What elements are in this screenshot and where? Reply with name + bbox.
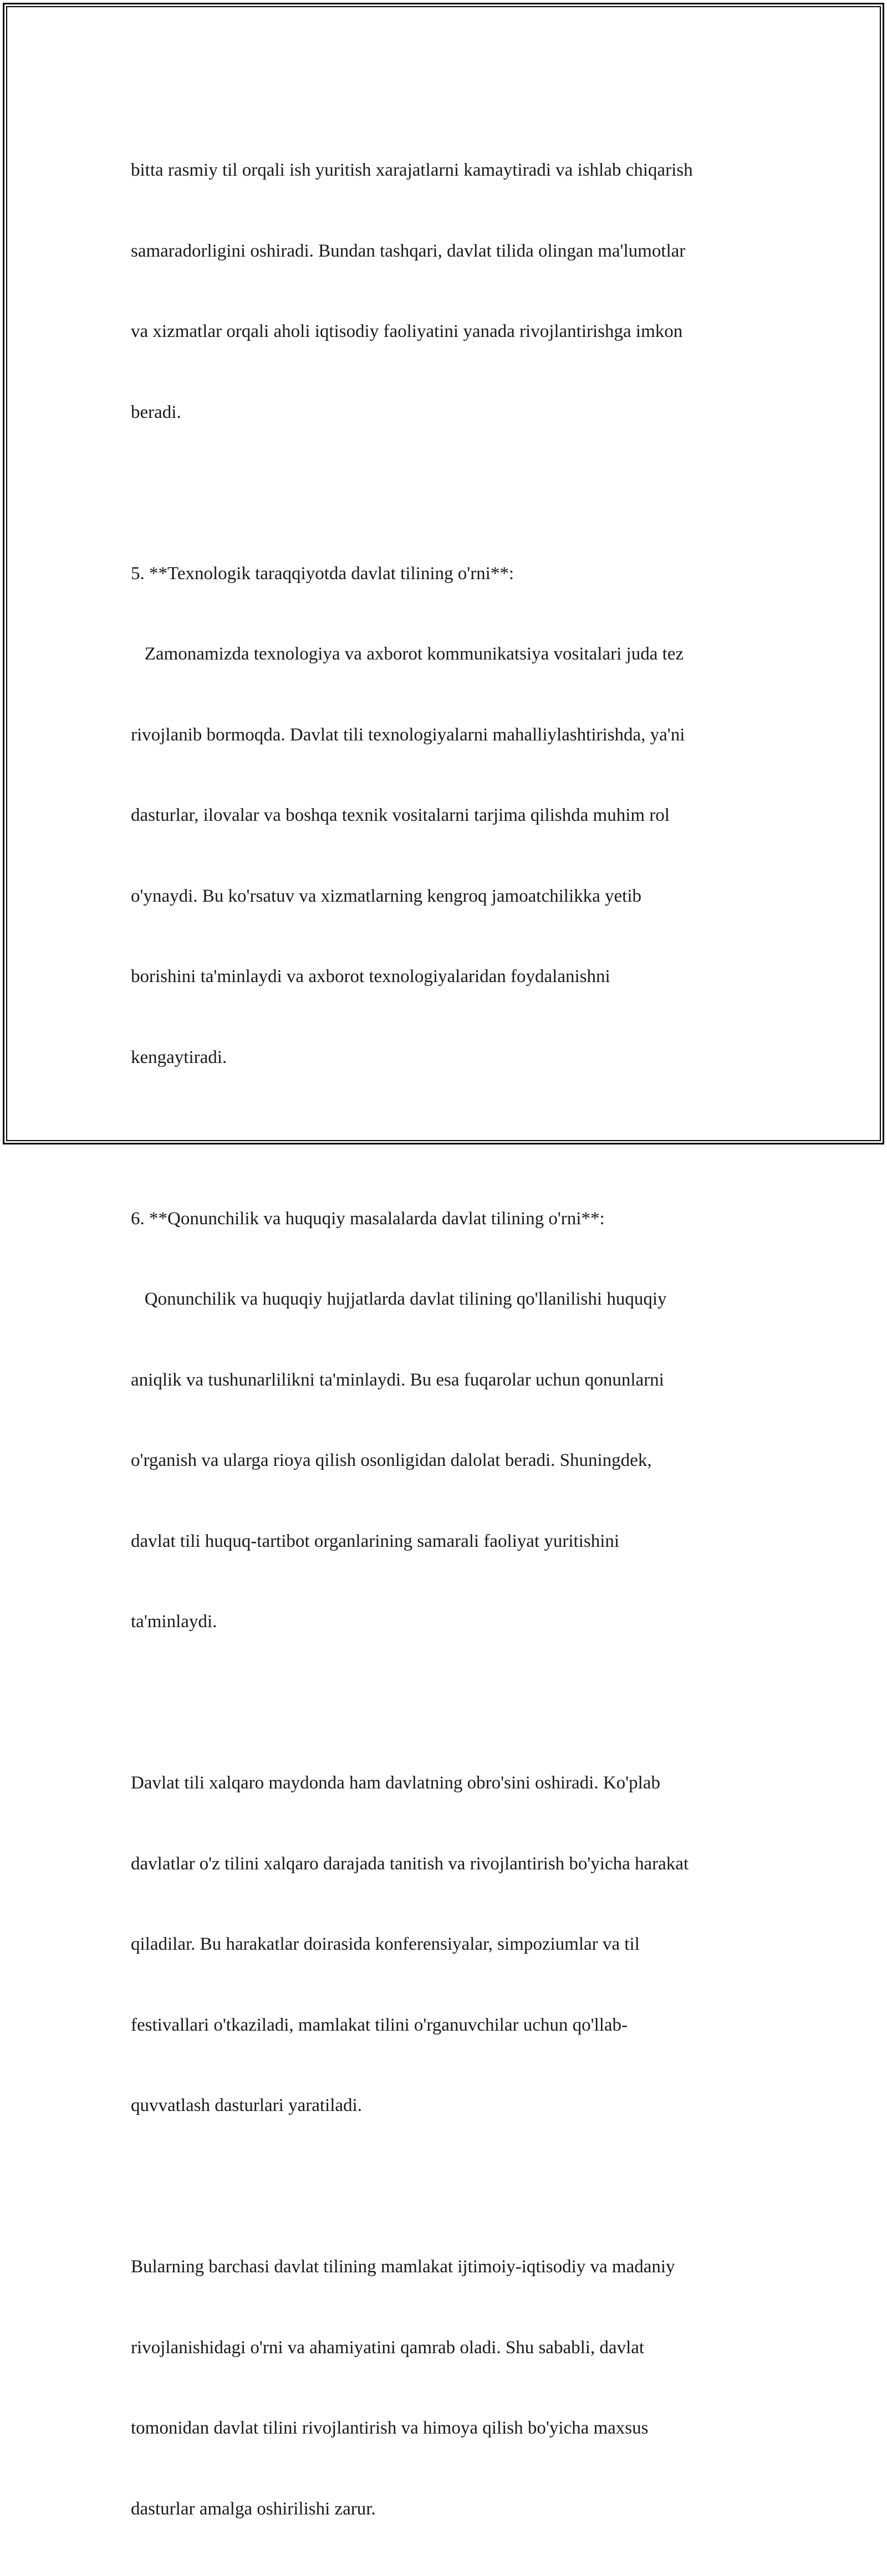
section-heading: 5. **Texnologik taraqqiyotda davlat tilining o'rni**: xyxy=(131,563,514,584)
text-line: o'ynaydi. Bu ko'rsatuv va xizmatlarning kengroq jamoatchilikka yetib xyxy=(131,886,642,906)
text-line: va xizmatlar orqali aholi iqtisodiy faoliyatini yanada rivojlantirishga imkon xyxy=(131,321,683,341)
text-line: quvvatlash dasturlari yaratiladi. xyxy=(131,2095,362,2115)
text-line: ta'minlaydi. xyxy=(131,1612,217,1632)
text-line: qiladilar. Bu harakatlar doirasida konferensiyalar, simpoziumlar va til xyxy=(131,1934,640,1954)
text-line: festivallari o'tkaziladi, mamlakat tilini o'rganuvchilar uchun qo'llab- xyxy=(131,2015,628,2035)
text-line: rivojlanishidagi o'rni va ahamiyatini qamrab oladi. Shu sababli, davlat xyxy=(131,2337,645,2358)
text-line: Davlat tili xalqaro maydonda ham davlatning obro'sini oshiradi. Ko'plab xyxy=(131,1773,660,1793)
text-line: rivojlanib bormoqda. Davlat tili texnologiyalarni mahalliylashtirishda, ya'ni xyxy=(131,724,685,745)
text-line: davlat tili huquq-tartibot organlarining samarali faoliyat yuritishini xyxy=(131,1531,620,1551)
paragraph-section-5-technology xyxy=(131,507,763,1125)
paragraph-economic-continuation xyxy=(131,103,763,479)
paragraph-international xyxy=(131,1716,763,2173)
text-line: Bularning barchasi davlat tilining mamlakat ijtimoiy-iqtisodiy va madaniy xyxy=(131,2257,675,2277)
text-line: o'rganish va ularga rioya qilish osonligidan dalolat beradi. Shuningdek, xyxy=(131,1450,652,1470)
text-line: davlatlar o'z tilini xalqaro darajada tanitish va rivojlantirish bo'yicha harakat xyxy=(131,1853,689,1874)
text-line: tomonidan davlat tilini rivojlantirish va himoya qilish bo'yicha maxsus xyxy=(131,2418,649,2438)
text-line: Zamonamizda texnologiya va axborot kommunikatsiya vositalari juda tez xyxy=(131,644,684,664)
text-line: dasturlar, ilovalar va boshqa texnik vositalarni tarjima qilishda muhim rol xyxy=(131,805,670,825)
text-line: Qonunchilik va huquqiy hujjatlarda davlat tilining qo'llanilishi huquqiy xyxy=(131,1289,667,1309)
text-line: kengaytiradi. xyxy=(131,1047,227,1067)
text-line: borishini ta'minlaydi va axborot texnologiyalaridan foydalanishni xyxy=(131,967,610,987)
text-line: bitta rasmiy til orqali ish yuritish xarajatlarni kamaytiradi va ishlab chiqarish xyxy=(131,160,693,180)
paragraph-conclusion xyxy=(131,2200,763,2576)
paragraph-section-6-legislation xyxy=(131,1152,763,1689)
text-line: dasturlar amalga oshirilishi zarur. xyxy=(131,2498,376,2519)
text-line: aniqlik va tushunarlilikni ta'minlaydi. Bu esa fuqarolar uchun qonunlarni xyxy=(131,1369,664,1390)
document-body xyxy=(131,103,763,2576)
section-heading: 6. **Qonunchilik va huquqiy masalalarda davlat tilining o'rni**: xyxy=(131,1208,605,1229)
text-line: samaradorligini oshiradi. Bundan tashqari, davlat tilida olingan ma'lumotlar xyxy=(131,241,686,261)
text-line: beradi. xyxy=(131,402,181,422)
